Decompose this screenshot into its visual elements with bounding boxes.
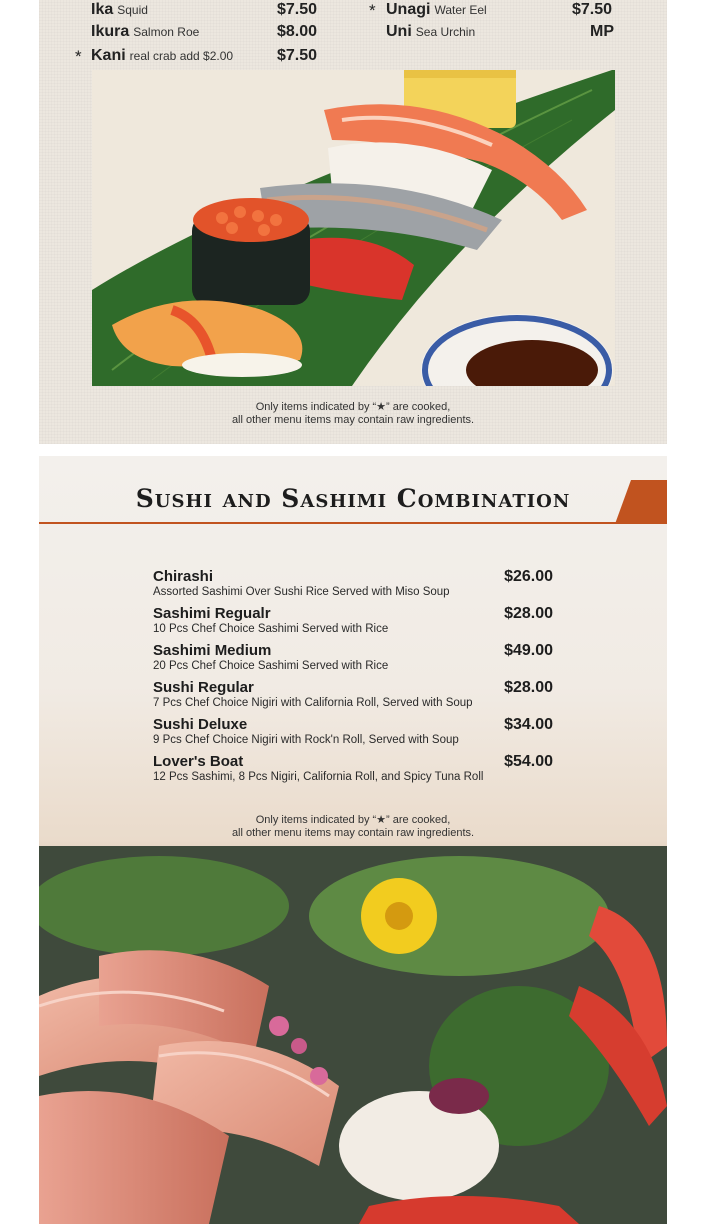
section-title: Sushi and Sashimi Combination (135, 484, 571, 513)
menu-item-ikura (91, 22, 318, 42)
title-accent-tab (615, 480, 667, 524)
title-divider (39, 522, 667, 524)
item-price: $34.00 (504, 716, 553, 733)
sashimi-platter-photo (39, 846, 667, 1224)
item-name: Sashimi Regualr (153, 605, 271, 622)
item-desc: 20 Pcs Chef Choice Sashimi Served with Rice (153, 660, 389, 672)
menu-item-uni (386, 22, 614, 42)
menu-item-kani (75, 46, 318, 66)
item-name: Unagi (386, 1, 431, 18)
cooked-star-icon: * (369, 1, 376, 20)
item-name: Chirashi (153, 568, 214, 585)
item-price: $7.50 (277, 47, 318, 64)
item-desc: Squid (117, 3, 148, 17)
item-price: $26.00 (504, 568, 553, 585)
combination-menu-panel (39, 456, 667, 1224)
item-name: Sashimi Medium (153, 642, 272, 659)
item-price: $49.00 (504, 642, 553, 659)
item-name: Ikura (91, 23, 130, 40)
menu-item-ika (91, 0, 318, 20)
item-desc: Salmon Roe (133, 25, 200, 39)
item-name: Lover's Boat (153, 753, 244, 770)
item-desc: Water Eel (434, 3, 487, 17)
item-desc: 12 Pcs Sashimi, 8 Pcs Nigiri, California Roll, and Spicy Tuna Roll (153, 771, 484, 783)
item-name: Uni (386, 23, 412, 40)
item-price: $7.50 (277, 1, 318, 18)
item-price: $54.00 (504, 753, 553, 770)
item-name: Sushi Regular (153, 679, 254, 696)
item-desc: 7 Pcs Chef Choice Nigiri with California Roll, Served with Soup (153, 697, 473, 709)
nigiri-platter-photo (92, 70, 615, 386)
cooked-star-icon: * (75, 47, 82, 66)
item-desc: 10 Pcs Chef Choice Sashimi Served with Rice (153, 623, 389, 635)
item-desc: 9 Pcs Chef Choice Nigiri with Rock'n Roll, Served with Soup (153, 734, 459, 746)
item-price: MP (590, 23, 614, 40)
item-name: Ika (91, 1, 114, 18)
item-name: Sushi Deluxe (153, 716, 248, 733)
item-price: $7.50 (572, 1, 613, 18)
item-desc: Assorted Sashimi Over Sushi Rice Served with Miso Soup (153, 586, 450, 598)
item-price: $28.00 (504, 605, 553, 622)
item-name: Kani (91, 47, 126, 64)
star-icon: ★ (376, 401, 387, 413)
star-icon: ★ (376, 814, 387, 826)
nigiri-menu-panel (39, 0, 667, 444)
cooked-items-notice: Only items indicated by “★” are cooked, all other menu items may contain raw ingredients. (231, 401, 475, 426)
menu-item-unagi (369, 0, 613, 20)
item-price: $8.00 (277, 23, 318, 40)
cooked-items-notice: Only items indicated by “★” are cooked, all other menu items may contain raw ingredients. (231, 814, 475, 839)
item-desc: Sea Urchin (415, 25, 476, 39)
item-desc: real crab add $2.00 (129, 49, 234, 63)
item-price: $28.00 (504, 679, 553, 696)
